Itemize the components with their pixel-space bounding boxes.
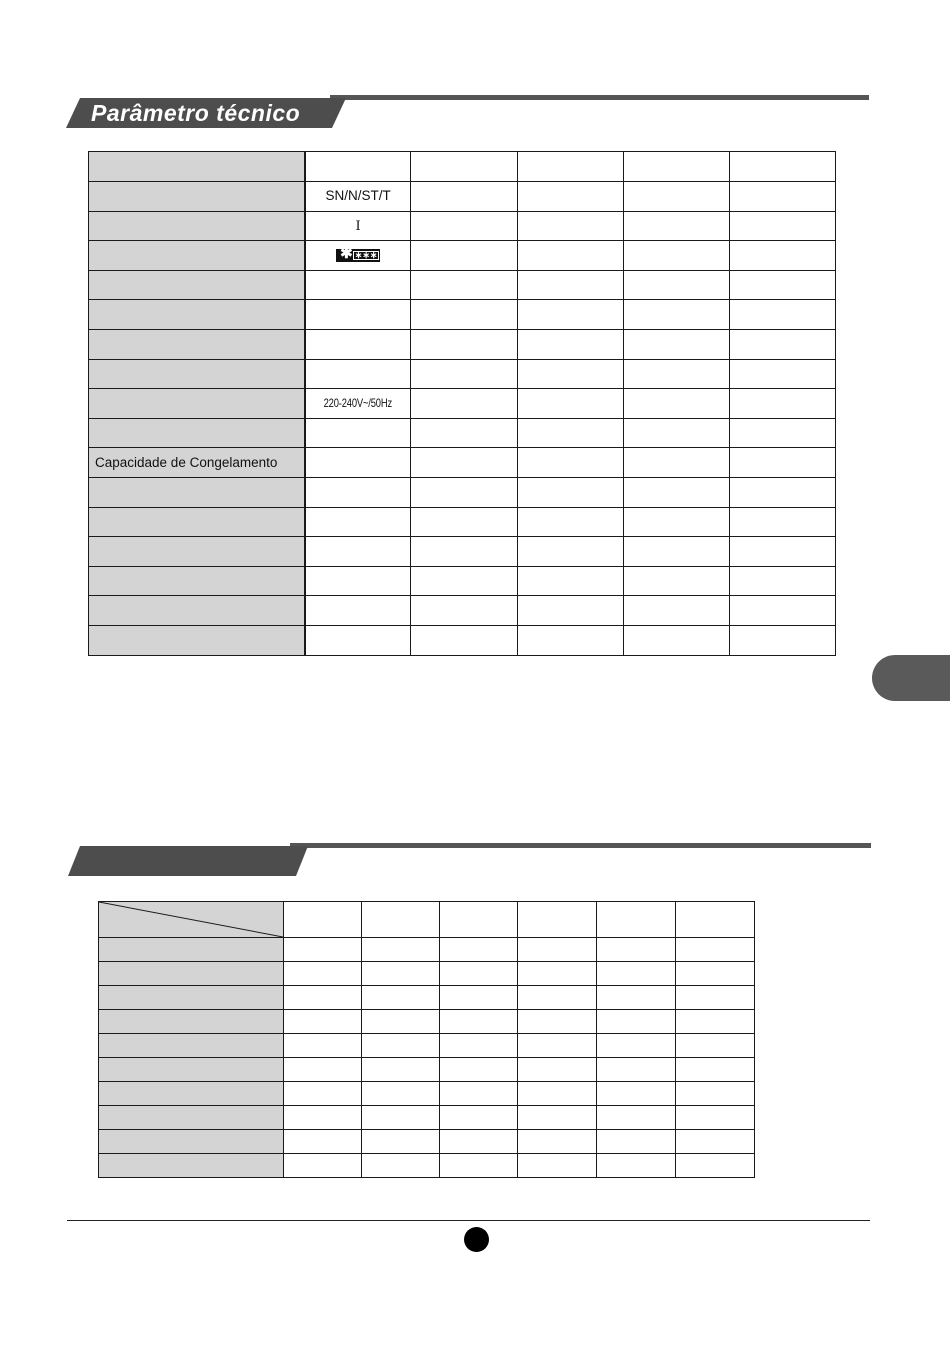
spec-cell <box>623 418 729 448</box>
spec-row-label <box>89 211 305 241</box>
spec-cell <box>305 418 411 448</box>
spec-cell <box>623 448 729 478</box>
spec-cell <box>305 241 411 271</box>
spec-cell <box>411 625 517 655</box>
spec-cell <box>305 152 411 182</box>
spec-cell <box>305 477 411 507</box>
spec-cell <box>623 477 729 507</box>
spec-cell <box>305 537 411 567</box>
spec-cell <box>729 300 835 330</box>
grid-cell <box>676 938 755 962</box>
grid-cell <box>284 1154 362 1178</box>
spec-row <box>89 359 836 389</box>
grid-header-row <box>99 902 755 938</box>
grid-row <box>99 1106 755 1130</box>
grid-header-cell <box>440 902 518 938</box>
grid-header-cell <box>676 902 755 938</box>
spec-cell <box>729 596 835 626</box>
grid-row-label <box>99 986 284 1010</box>
spec-cell <box>729 507 835 537</box>
grid-cell <box>440 962 518 986</box>
spec-cell <box>411 537 517 567</box>
spec-row <box>89 418 836 448</box>
spec-cell <box>305 566 411 596</box>
grid-cell <box>518 1010 597 1034</box>
spec-cell <box>517 152 623 182</box>
grid-cell <box>440 1106 518 1130</box>
spec-cell <box>729 389 835 419</box>
spec-cell <box>411 300 517 330</box>
spec-cell <box>623 270 729 300</box>
spec-row-label <box>89 537 305 567</box>
spec-cell <box>623 182 729 212</box>
grid-cell <box>362 1106 440 1130</box>
grid-row <box>99 1010 755 1034</box>
spec-row-label <box>89 389 305 419</box>
spec-row <box>89 537 836 567</box>
spec-cell <box>623 507 729 537</box>
grid-cell <box>362 986 440 1010</box>
spec-cell <box>623 566 729 596</box>
section-2-tab <box>68 846 308 876</box>
spec-row-label <box>89 418 305 448</box>
grid-cell <box>676 1010 755 1034</box>
grid-header-cell <box>597 902 676 938</box>
grid-corner-cell <box>99 902 284 938</box>
grid-row-label <box>99 1130 284 1154</box>
grid-cell <box>518 1106 597 1130</box>
grid-row <box>99 1058 755 1082</box>
spec-row <box>89 152 836 182</box>
spec-cell <box>411 211 517 241</box>
footer-rule <box>67 1220 870 1221</box>
spec-cell <box>305 448 411 478</box>
spec-row <box>89 596 836 626</box>
grid-cell <box>597 938 676 962</box>
freezer-star-big-icon: ✱ <box>340 244 353 262</box>
grid-cell <box>518 1130 597 1154</box>
grid-cell <box>362 1154 440 1178</box>
spec-row <box>89 566 836 596</box>
grid-cell <box>597 1034 676 1058</box>
grid-cell <box>518 986 597 1010</box>
grid-cell <box>440 1154 518 1178</box>
grid-cell <box>518 1082 597 1106</box>
spec-cell <box>623 389 729 419</box>
spec-cell <box>411 270 517 300</box>
grid-cell <box>440 1058 518 1082</box>
grid-cell <box>518 1154 597 1178</box>
spec-cell-value: SN/N/ST/T <box>325 188 391 204</box>
spec-row-label <box>89 152 305 182</box>
spec-table-body <box>89 152 836 656</box>
spec-cell <box>729 625 835 655</box>
spec-cell <box>729 270 835 300</box>
grid-header-cell <box>284 902 362 938</box>
spec-cell <box>517 625 623 655</box>
spec-cell <box>623 300 729 330</box>
spec-cell <box>517 329 623 359</box>
spec-row-label <box>89 566 305 596</box>
spec-cell <box>623 359 729 389</box>
grid-cell <box>284 1130 362 1154</box>
grid-cell <box>676 962 755 986</box>
spec-cell <box>305 329 411 359</box>
grid-cell <box>676 1154 755 1178</box>
spec-cell <box>305 300 411 330</box>
grid-cell <box>676 1082 755 1106</box>
spec-cell <box>305 625 411 655</box>
spec-cell-value: 220-240V~/50Hz <box>323 396 393 411</box>
spec-cell <box>305 182 411 212</box>
spec-cell <box>729 241 835 271</box>
spec-cell <box>411 329 517 359</box>
spec-cell <box>517 537 623 567</box>
grid-cell <box>284 1058 362 1082</box>
grid-row <box>99 1154 755 1178</box>
section-1-rule <box>330 95 869 100</box>
spec-row <box>89 625 836 655</box>
grid-cell <box>362 938 440 962</box>
spec-cell <box>305 211 411 241</box>
spec-row-label <box>89 270 305 300</box>
freezer-star-rating-icon <box>336 244 380 262</box>
spec-cell <box>517 477 623 507</box>
grid-cell <box>597 962 676 986</box>
section-1-title: Parâmetro técnico <box>91 100 301 126</box>
spec-cell <box>411 182 517 212</box>
spec-cell <box>411 389 517 419</box>
grid-cell <box>518 962 597 986</box>
chapter-side-tab <box>872 655 950 701</box>
grid-cell <box>362 1010 440 1034</box>
grid-row-label <box>99 1034 284 1058</box>
grid-cell <box>362 1034 440 1058</box>
grid-cell <box>362 962 440 986</box>
spec-cell <box>305 270 411 300</box>
grid-cell <box>597 1130 676 1154</box>
spec-cell <box>411 596 517 626</box>
spec-cell <box>729 418 835 448</box>
grid-cell <box>597 1058 676 1082</box>
grid-cell <box>676 1130 755 1154</box>
spec-cell <box>517 418 623 448</box>
grid-cell <box>676 1034 755 1058</box>
spec-cell <box>729 477 835 507</box>
spec-row <box>89 241 836 271</box>
grid-cell <box>676 986 755 1010</box>
spec-cell <box>623 329 729 359</box>
grid-cell <box>284 1082 362 1106</box>
grid-row-label <box>99 1082 284 1106</box>
spec-cell <box>517 359 623 389</box>
spec-row-label <box>89 625 305 655</box>
spec-cell <box>411 477 517 507</box>
spec-row-label: Capacidade de Congelamento <box>89 448 305 478</box>
grid-cell <box>362 1130 440 1154</box>
spec-cell <box>729 448 835 478</box>
spec-cell <box>623 211 729 241</box>
spec-row-label <box>89 300 305 330</box>
spec-cell <box>623 537 729 567</box>
grid-cell <box>440 1034 518 1058</box>
spec-cell <box>517 448 623 478</box>
spec-cell <box>623 152 729 182</box>
spec-cell <box>411 448 517 478</box>
spec-row-label <box>89 596 305 626</box>
spec-cell <box>517 389 623 419</box>
spec-row-label <box>89 241 305 271</box>
grid-row <box>99 1034 755 1058</box>
grid-cell <box>284 986 362 1010</box>
spec-cell <box>517 507 623 537</box>
grid-header-cell <box>518 902 597 938</box>
grid-cell <box>362 1058 440 1082</box>
spec-row <box>89 389 836 419</box>
grid-cell <box>676 1106 755 1130</box>
spec-cell <box>305 359 411 389</box>
spec-row <box>89 270 836 300</box>
grid-row <box>99 1130 755 1154</box>
grid-row <box>99 986 755 1010</box>
spec-row <box>89 329 836 359</box>
spec-cell <box>411 507 517 537</box>
grid-cell <box>597 1010 676 1034</box>
spec-cell <box>517 270 623 300</box>
spec-cell <box>729 152 835 182</box>
spec-cell <box>517 241 623 271</box>
spec-cell <box>411 241 517 271</box>
spec-cell <box>411 418 517 448</box>
spec-row-label <box>89 359 305 389</box>
spec-row-label <box>89 329 305 359</box>
spec-cell-value: I <box>355 218 361 234</box>
spec-cell <box>517 300 623 330</box>
spec-cell <box>729 566 835 596</box>
grid-row-label <box>99 1010 284 1034</box>
spec-cell <box>729 182 835 212</box>
grid-cell <box>597 1082 676 1106</box>
grid-row-label <box>99 962 284 986</box>
spec-row-label <box>89 182 305 212</box>
freezer-star-small-icon: ∗∗∗ <box>354 250 378 260</box>
spec-cell <box>729 329 835 359</box>
spec-cell <box>623 596 729 626</box>
grid-cell <box>597 986 676 1010</box>
diagonal-divider <box>99 902 283 937</box>
grid-cell <box>676 1058 755 1082</box>
grid-cell <box>518 1058 597 1082</box>
grid-cell <box>597 1106 676 1130</box>
spec-cell <box>305 389 411 419</box>
spec-cell <box>305 596 411 626</box>
grid-cell <box>440 1082 518 1106</box>
page-number-dot <box>464 1227 489 1252</box>
grid-cell <box>597 1154 676 1178</box>
spec-row <box>89 300 836 330</box>
grid-cell <box>284 938 362 962</box>
spec-cell <box>623 625 729 655</box>
spec-row <box>89 182 836 212</box>
grid-cell <box>518 938 597 962</box>
spec-row-label <box>89 477 305 507</box>
spec-cell <box>729 359 835 389</box>
spec-cell <box>729 537 835 567</box>
grid-row-label <box>99 1154 284 1178</box>
spec-cell <box>411 152 517 182</box>
spec-cell <box>517 182 623 212</box>
spec-cell <box>517 596 623 626</box>
section-2-rule <box>290 843 871 848</box>
grid-cell <box>284 1010 362 1034</box>
grid-row <box>99 962 755 986</box>
spec-cell <box>623 241 729 271</box>
grid-row <box>99 938 755 962</box>
grid-header-cell <box>362 902 440 938</box>
grid-row-label <box>99 1106 284 1130</box>
spec-cell <box>517 211 623 241</box>
grid-cell <box>284 962 362 986</box>
grid-table <box>98 901 755 1178</box>
spec-cell <box>517 566 623 596</box>
spec-row <box>89 448 836 478</box>
spec-row <box>89 211 836 241</box>
grid-cell <box>284 1034 362 1058</box>
grid-cell <box>440 986 518 1010</box>
spec-row <box>89 477 836 507</box>
grid-cell <box>284 1106 362 1130</box>
grid-cell <box>518 1034 597 1058</box>
grid-row <box>99 1082 755 1106</box>
spec-table <box>88 151 836 656</box>
grid-row-label <box>99 1058 284 1082</box>
grid-table-body <box>99 902 755 1178</box>
spec-row <box>89 507 836 537</box>
spec-cell <box>411 359 517 389</box>
spec-cell <box>305 507 411 537</box>
grid-cell <box>440 1130 518 1154</box>
spec-cell <box>411 566 517 596</box>
spec-row-label <box>89 507 305 537</box>
spec-cell <box>729 211 835 241</box>
grid-cell <box>440 938 518 962</box>
grid-row-label <box>99 938 284 962</box>
grid-cell <box>440 1010 518 1034</box>
grid-cell <box>362 1082 440 1106</box>
